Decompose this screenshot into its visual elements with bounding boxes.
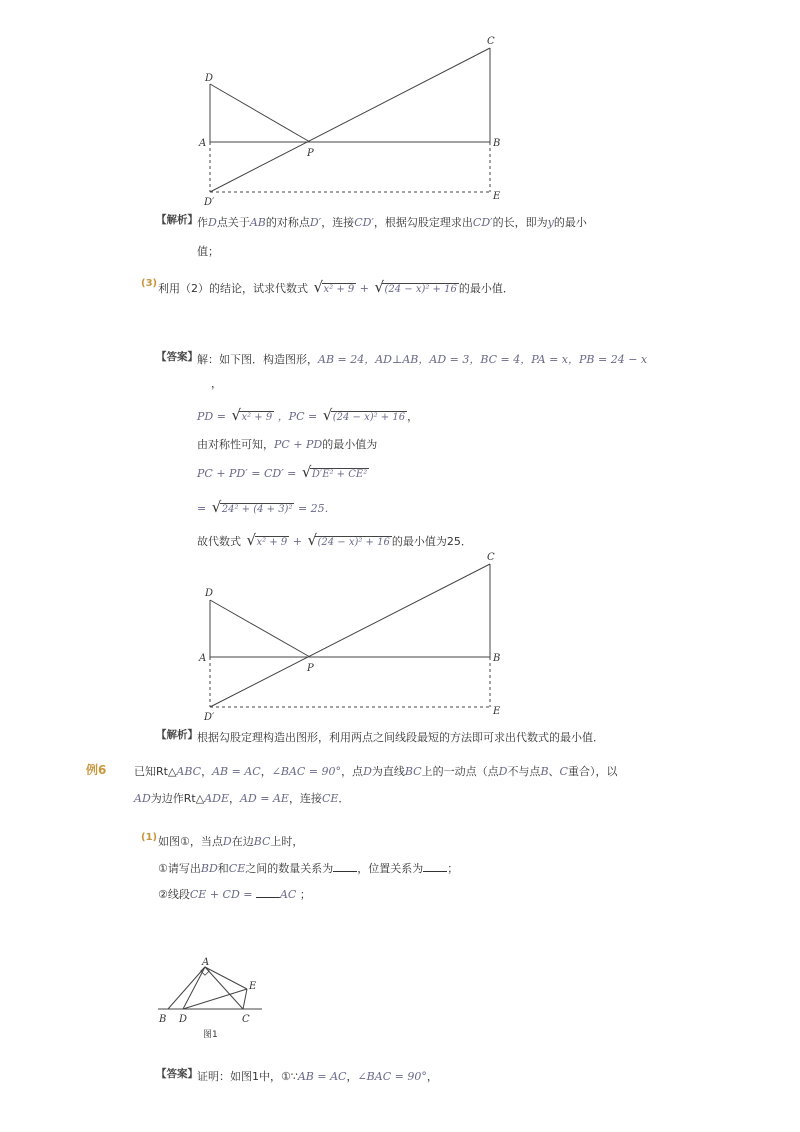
answer-line-3: 由对称性可知，PC + PD的最小值为 (197, 438, 378, 451)
segment-DpC (210, 48, 490, 192)
label-D: D (205, 73, 214, 84)
answer-blank-2[interactable] (423, 862, 447, 872)
question-1-line-1: 如图①，当点D在边BC上时， (158, 835, 304, 848)
question-3-number: (3) (141, 278, 158, 289)
answer-blank-3[interactable] (256, 888, 280, 898)
answer-line-4: PC + PD′ = CD′ = √ D′E² + CE² (197, 463, 368, 481)
label-C: C (487, 552, 495, 563)
question-1-line-2: ①请写出BD和CE之间的数量关系为 ，位置关系为 ； (158, 862, 459, 875)
analysis-tag-1: 【解析】 (156, 214, 198, 226)
segment-DE (183, 989, 247, 1009)
answer-line-1-comma: ， (211, 377, 222, 390)
answer-tag-1: 【答案】 (156, 351, 198, 363)
label-D: D (179, 1014, 188, 1025)
label-A: A (202, 957, 210, 968)
segment-AC (205, 967, 243, 1009)
answer-line-1: 解：如下图．构造图形，AB = 24，AD⊥AB，AD = 3，BC = 4，PA = x，PB = 24 − x (197, 353, 648, 366)
label-A: A (199, 653, 207, 664)
label-E: E (249, 981, 257, 992)
question-1-number: (1) (141, 832, 158, 843)
label-B: B (159, 1014, 167, 1025)
label-E: E (493, 706, 501, 717)
figure-caption: 图1 (203, 1030, 218, 1040)
label-C: C (242, 1014, 250, 1025)
segment-CE (243, 989, 247, 1009)
example-6-line-1: 已知Rt△ABC，AB = AC，∠BAC = 90°，点D为直线BC上的一动点（点D不与点B、C重合），以 (134, 765, 618, 778)
question-1-line-3: ②线段CE + CD = AC ； (158, 888, 311, 901)
label-P: P (307, 148, 314, 159)
question-3-text: 利用（2）的结论，试求代数式 √ x² + 9 + √ (24 − x)² + 16 的最小值． (158, 278, 514, 296)
label-P: P (307, 663, 314, 674)
label-A: A (199, 138, 207, 149)
answer-line-2: PD = √ x² + 9 ，PC = √ (24 − x)² + 16 ， (197, 406, 419, 424)
geometry-figure-3 (150, 950, 280, 1045)
label-Dp: D′ (204, 712, 215, 723)
analysis-line-2: 值； (197, 245, 219, 258)
answer-2-line: 证明：如图1中，①∵AB = AC，∠BAC = 90°， (197, 1070, 438, 1083)
analysis-tag-2: 【解析】 (156, 729, 198, 741)
answer-line-5: = √ 24² + (4 + 3)² = 25． (197, 498, 336, 516)
label-B: B (493, 653, 501, 664)
label-D: D (205, 588, 214, 599)
answer-tag-2: 【答案】 (156, 1068, 198, 1080)
segment-AE (205, 967, 247, 989)
example-6-line-2: AD为边作Rt△ADE，AD = AE，连接CE． (134, 792, 350, 805)
segment-DpC (210, 564, 490, 707)
label-B: B (493, 138, 501, 149)
answer-blank-1[interactable] (333, 862, 357, 872)
segment-DP (210, 600, 310, 657)
example-6-label: 例6 (86, 763, 107, 777)
geometry-figure-2 (190, 548, 520, 728)
label-C: C (487, 36, 495, 47)
answer-line-6: 故代数式 √ x² + 9 + √ (24 − x)² + 16 的最小值为25． (197, 531, 472, 549)
label-Dp: D′ (204, 197, 215, 208)
segment-DP (210, 84, 310, 142)
geometry-figure-1 (190, 30, 520, 210)
label-E: E (493, 191, 501, 202)
analysis-text-2: 根据勾股定理构造出图形，利用两点之间线段最短的方法即可求出代数式的最小值． (197, 731, 604, 744)
analysis-line-1: 作D点关于AB的对称点D′，连接CD′，根据勾股定理求出CD′的长，即为y的最小 (197, 216, 587, 229)
